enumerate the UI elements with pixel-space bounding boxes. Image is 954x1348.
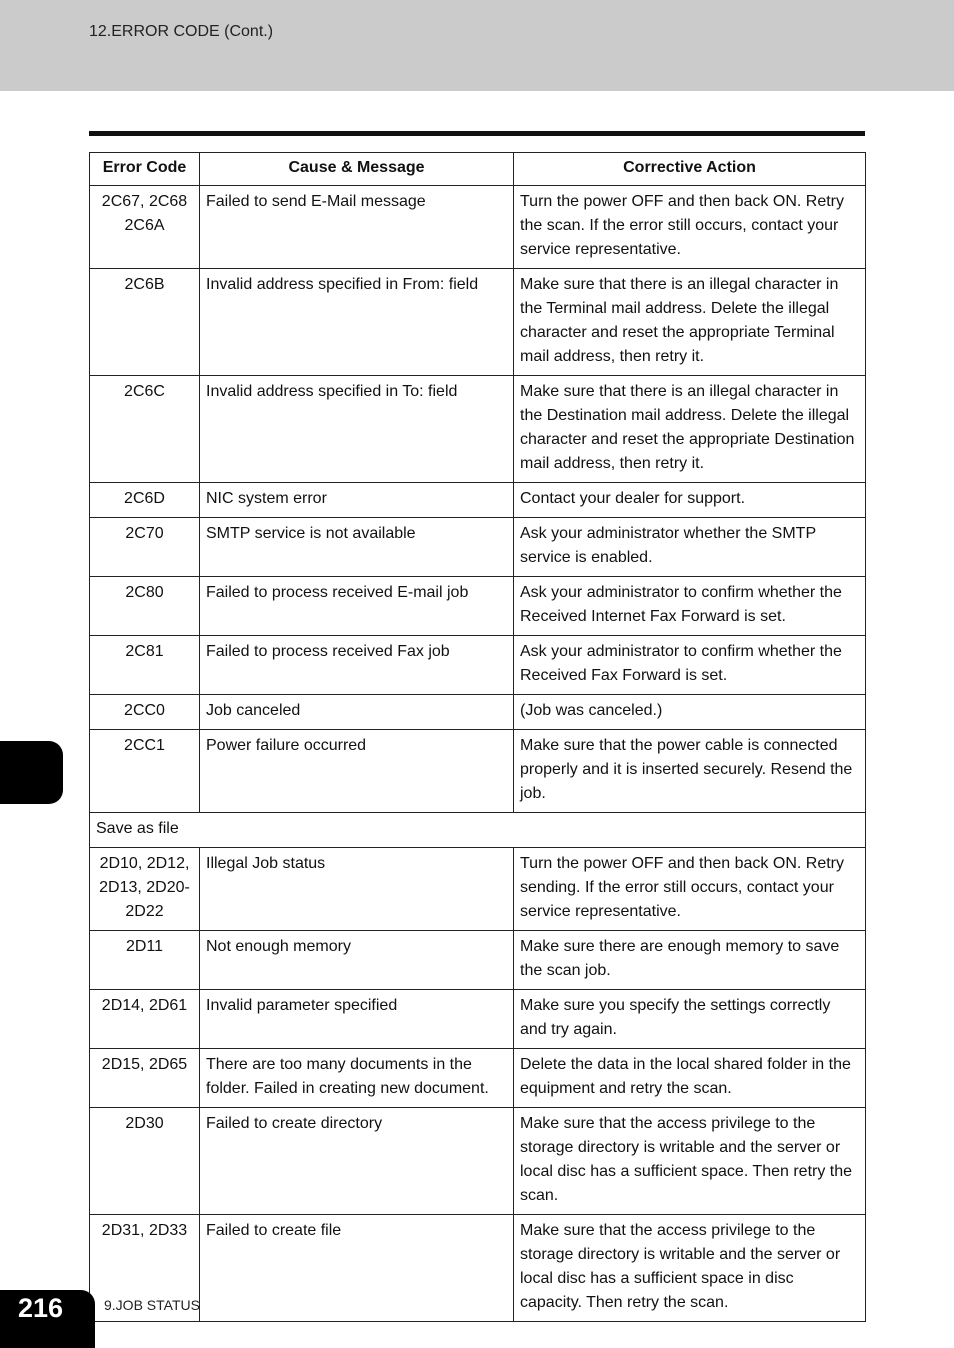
cause-cell: Invalid address specified in To: field [200,376,514,483]
column-header-cause: Cause & Message [200,153,514,186]
error-code-cell: 2C80 [90,577,200,636]
cause-cell: Power failure occurred [200,730,514,813]
error-code-cell: 2C81 [90,636,200,695]
action-cell: Make sure that the power cable is connected properly and it is inserted securely. Resend the job. [514,730,866,813]
table-row [90,376,866,483]
table-row [90,990,866,1049]
table-row [90,1215,866,1322]
table-row [90,848,866,931]
cause-cell: Not enough memory [200,931,514,990]
action-cell: Make sure you specify the settings correctly and try again. [514,990,866,1049]
table-row [90,1049,866,1108]
footer-section-title: 9.JOB STATUS [104,1297,200,1313]
title-rule [89,131,865,136]
table-row [90,931,866,990]
page-number: 216 [18,1293,64,1323]
action-cell: Ask your administrator whether the SMTP service is enabled. [514,518,866,577]
error-code-cell: 2D11 [90,931,200,990]
cause-cell: Failed to process received E-mail job [200,577,514,636]
cause-cell: Illegal Job status [200,848,514,931]
cause-cell: SMTP service is not available [200,518,514,577]
table-row [90,730,866,813]
error-code-cell: 2D14, 2D61 [90,990,200,1049]
action-cell: Make sure that there is an illegal character in the Terminal mail address. Delete the illegal character and reset the appropriate Terminal mail address, then retry it. [514,269,866,376]
section-label: Save as file [90,813,866,848]
table-row [90,695,866,730]
action-cell: Contact your dealer for support. [514,483,866,518]
table-row [90,577,866,636]
cause-cell: NIC system error [200,483,514,518]
action-cell: Ask your administrator to confirm whether the Received Fax Forward is set. [514,636,866,695]
table-row [90,269,866,376]
table-row [90,483,866,518]
action-cell: Turn the power OFF and then back ON. Retry sending. If the error still occurs, contact your service representative. [514,848,866,931]
error-code-table [89,152,866,1322]
column-header-action: Corrective Action [514,153,866,186]
header-band [0,0,954,91]
action-cell: Turn the power OFF and then back ON. Retry the scan. If the error still occurs, contact your service representative. [514,186,866,269]
error-code-cell: 2CC0 [90,695,200,730]
action-cell: Make sure that there is an illegal character in the Destination mail address. Delete the illegal character and reset the appropriate Destination mail address, then retry it. [514,376,866,483]
header-title: 12.ERROR CODE (Cont.) [89,23,274,40]
action-cell: Make sure that the access privilege to the storage directory is writable and the server or local disc has a sufficient space in disc capacity. Then retry the scan. [514,1215,866,1322]
cause-cell: Invalid parameter specified [200,990,514,1049]
cause-cell: Job canceled [200,695,514,730]
action-cell: Delete the data in the local shared folder in the equipment and retry the scan. [514,1049,866,1108]
error-code-cell: 2C6C [90,376,200,483]
error-code-cell: 2C70 [90,518,200,577]
error-code-cell: 2C6B [90,269,200,376]
error-code-cell: 2CC1 [90,730,200,813]
error-code-cell: 2C6D [90,483,200,518]
section-row [90,813,866,848]
table-row [90,186,866,269]
error-code-cell: 2D31, 2D33 [90,1215,200,1322]
column-header-error-code: Error Code [90,153,200,186]
table-row [90,518,866,577]
error-code-cell: 2D15, 2D65 [90,1049,200,1108]
cause-cell: There are too many documents in the folder. Failed in creating new document. [200,1049,514,1108]
cause-cell: Failed to create file [200,1215,514,1322]
cause-cell: Failed to process received Fax job [200,636,514,695]
cause-cell: Invalid address specified in From: field [200,269,514,376]
action-cell: Ask your administrator to confirm whether the Received Internet Fax Forward is set. [514,577,866,636]
table-row [90,636,866,695]
table-header-row [90,153,866,186]
cause-cell: Failed to send E-Mail message [200,186,514,269]
action-cell: (Job was canceled.) [514,695,866,730]
error-code-cell: 2C67, 2C68 2C6A [90,186,200,269]
cause-cell: Failed to create directory [200,1108,514,1215]
table-row [90,1108,866,1215]
error-code-cell: 2D10, 2D12, 2D13, 2D20-2D22 [90,848,200,931]
action-cell: Make sure there are enough memory to save the scan job. [514,931,866,990]
action-cell: Make sure that the access privilege to the storage directory is writable and the server or local disc has a sufficient space. Then retry the scan. [514,1108,866,1215]
error-code-cell: 2D30 [90,1108,200,1215]
chapter-tab [0,741,63,804]
